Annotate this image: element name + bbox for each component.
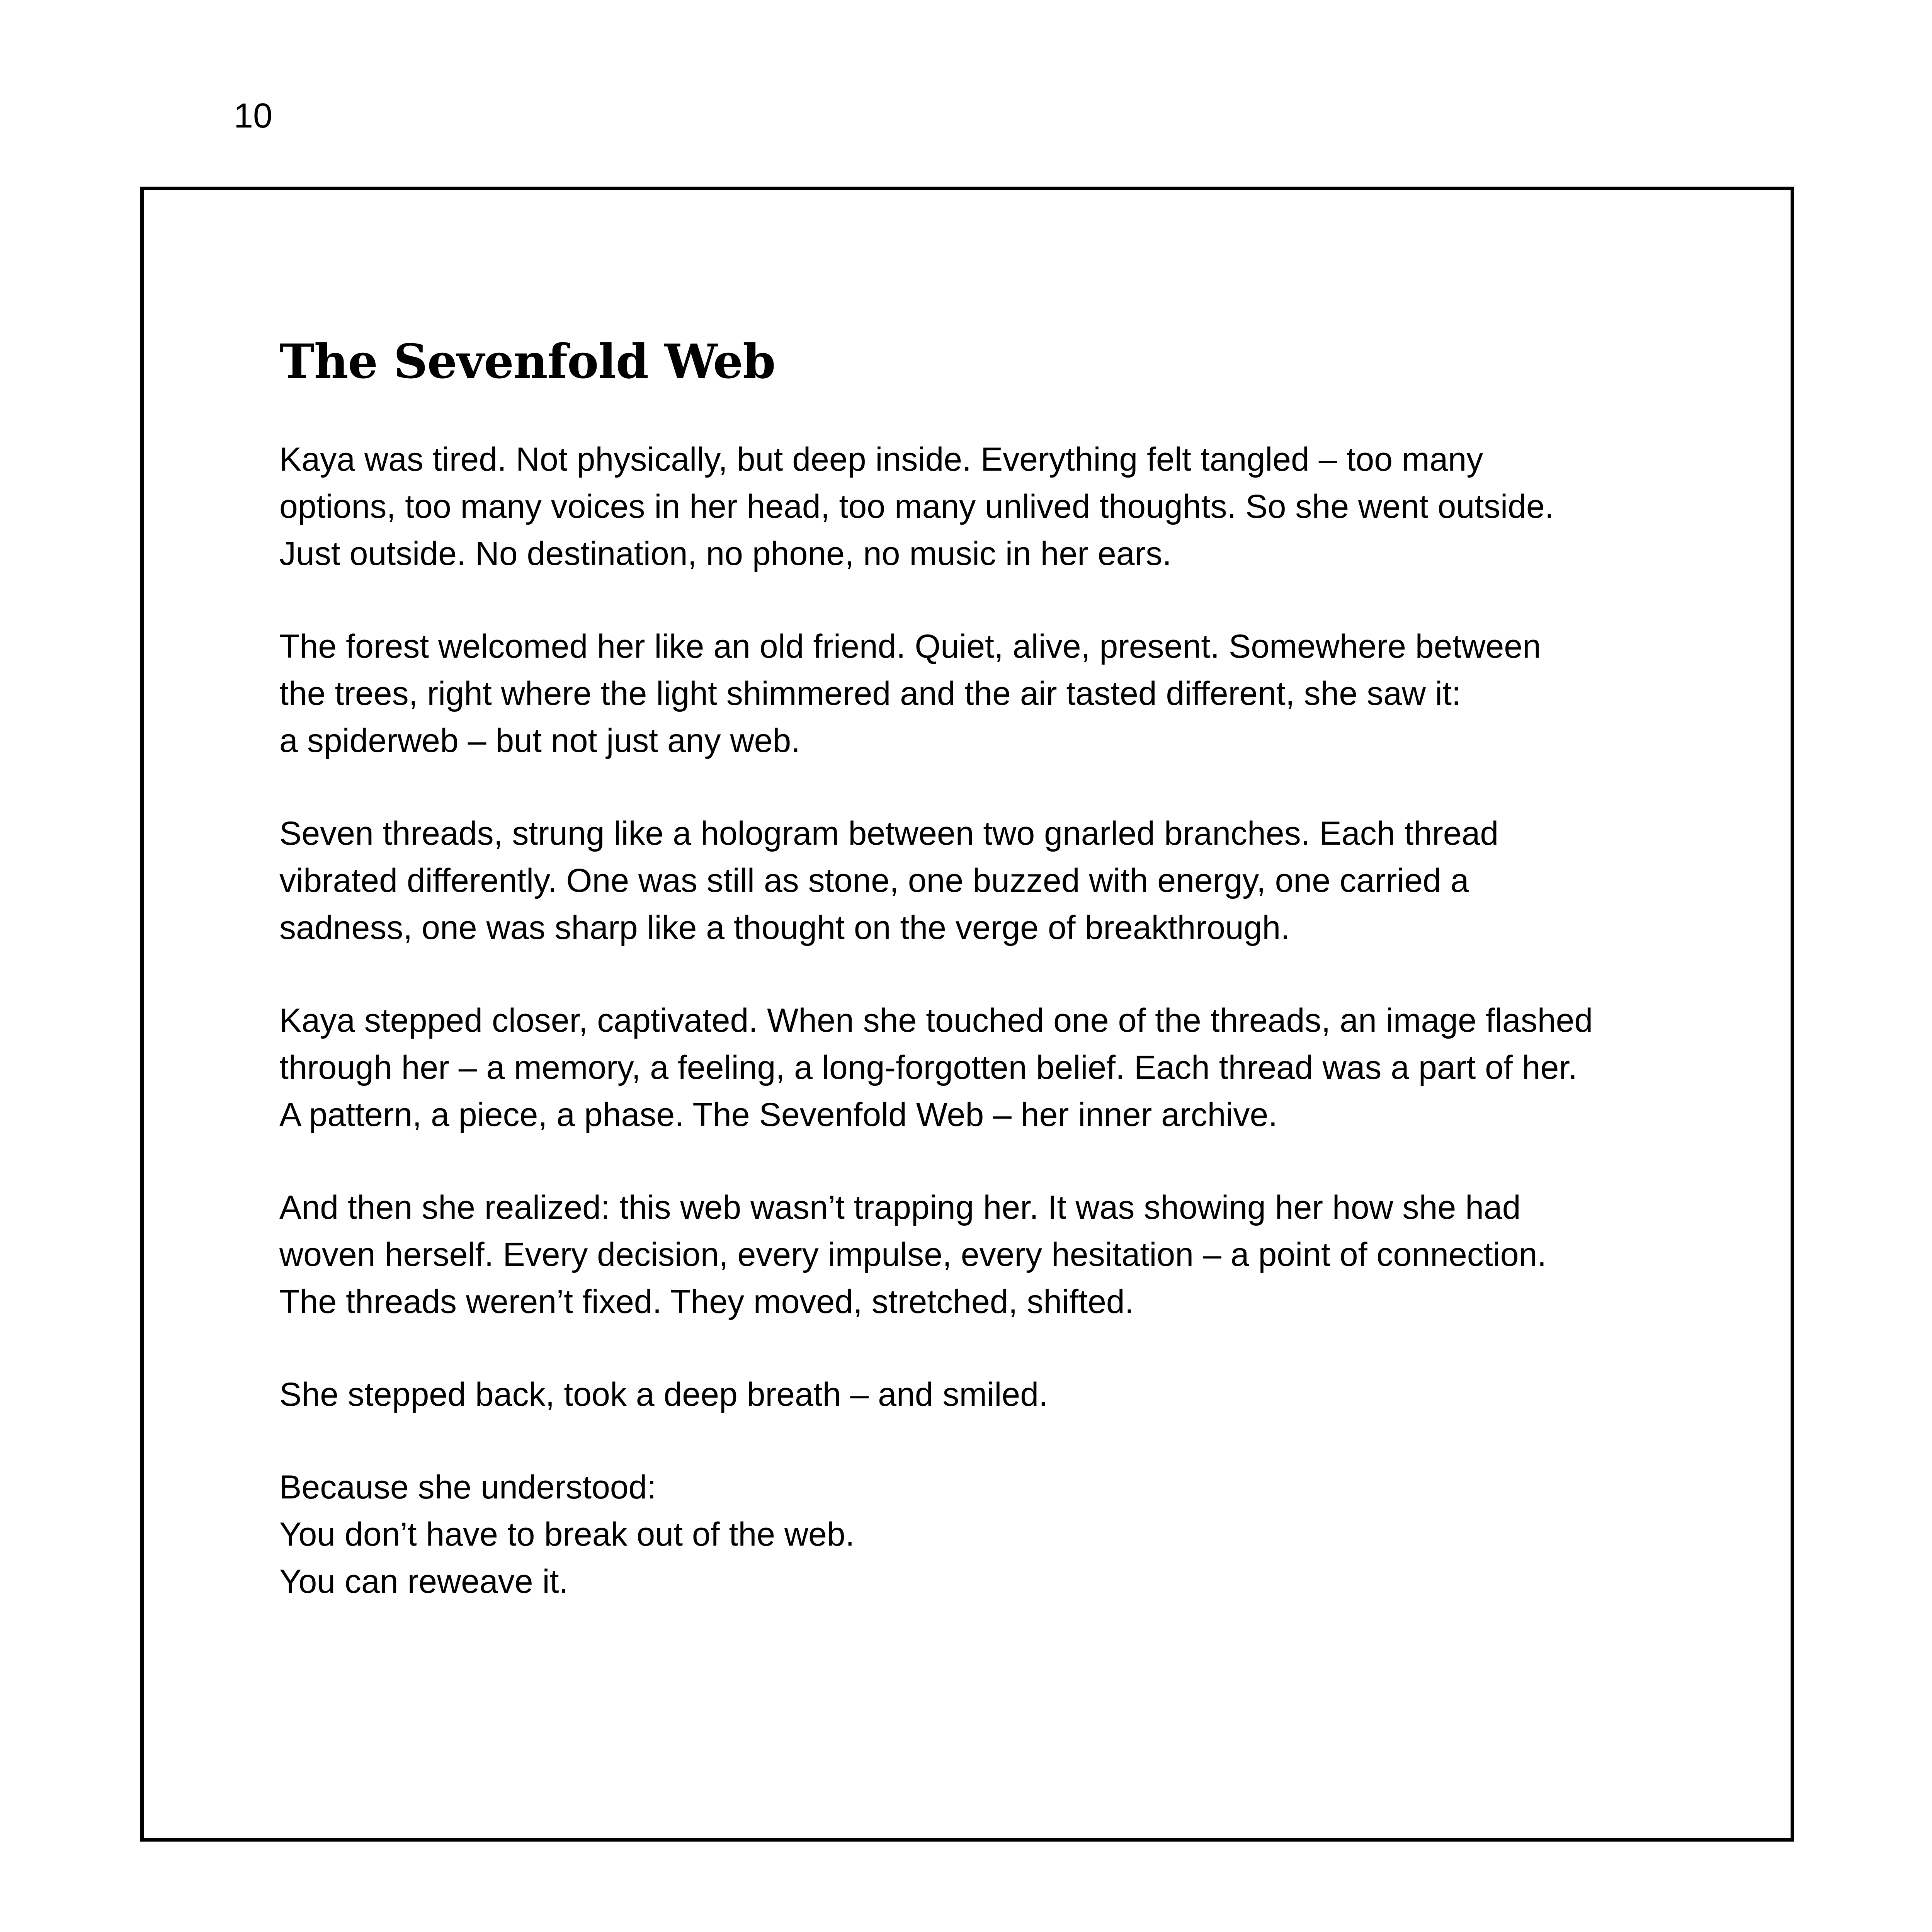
story-title: The Sevenfold Web: [279, 333, 776, 389]
paragraph-line: Seven threads, strung like a hologram between two gnarled branches. Each thread: [279, 815, 1499, 852]
paragraph-1: [279, 436, 1740, 577]
paragraph-line: The forest welcomed her like an old friend. Quiet, alive, present. Somewhere between: [279, 628, 1541, 665]
paragraph-line: Kaya stepped closer, captivated. When she touched one of the threads, an image flashed: [279, 1002, 1593, 1039]
page-number: 10: [234, 97, 273, 135]
paragraph-3: [279, 810, 1740, 951]
paragraph-4: [279, 997, 1740, 1138]
paragraph-line: The threads weren’t fixed. They moved, stretched, shifted.: [279, 1283, 1134, 1320]
paragraph-line: You can reweave it.: [279, 1563, 568, 1600]
paragraph-line: You don’t have to break out of the web.: [279, 1516, 855, 1553]
paragraph-line: through her – a memory, a feeling, a long-forgotten belief. Each thread was a part of her.: [279, 1049, 1578, 1086]
paragraph-line: options, too many voices in her head, too many unlived thoughts. So she went outside.: [279, 488, 1554, 525]
paragraph-line: Kaya was tired. Not physically, but deep inside. Everything felt tangled – too many: [279, 441, 1483, 478]
paragraph-line: And then she realized: this web wasn’t trapping her. It was showing her how she had: [279, 1189, 1521, 1226]
paragraph-line: She stepped back, took a deep breath – and smiled.: [279, 1376, 1048, 1413]
paragraph-line: woven herself. Every decision, every impulse, every hesitation – a point of connection.: [279, 1236, 1547, 1273]
paragraph-line: Because she understood:: [279, 1469, 656, 1506]
paragraph-2: [279, 623, 1740, 764]
story-content: [279, 332, 1740, 1651]
paragraph-line: A pattern, a piece, a phase. The Sevenfold Web – her inner archive.: [279, 1096, 1278, 1133]
paragraph-line: vibrated differently. One was still as stone, one buzzed with energy, one carried a: [279, 862, 1469, 899]
paragraph-line: sadness, one was sharp like a thought on the verge of breakthrough.: [279, 909, 1290, 946]
paragraph-6: [279, 1371, 1740, 1418]
paragraph-line: the trees, right where the light shimmered and the air tasted different, she saw it:: [279, 675, 1461, 712]
paragraph-5: [279, 1184, 1740, 1325]
paragraph-line: Just outside. No destination, no phone, no music in her ears.: [279, 535, 1172, 572]
paragraph-line: a spiderweb – but not just any web.: [279, 722, 801, 759]
paragraph-7: [279, 1464, 1740, 1605]
